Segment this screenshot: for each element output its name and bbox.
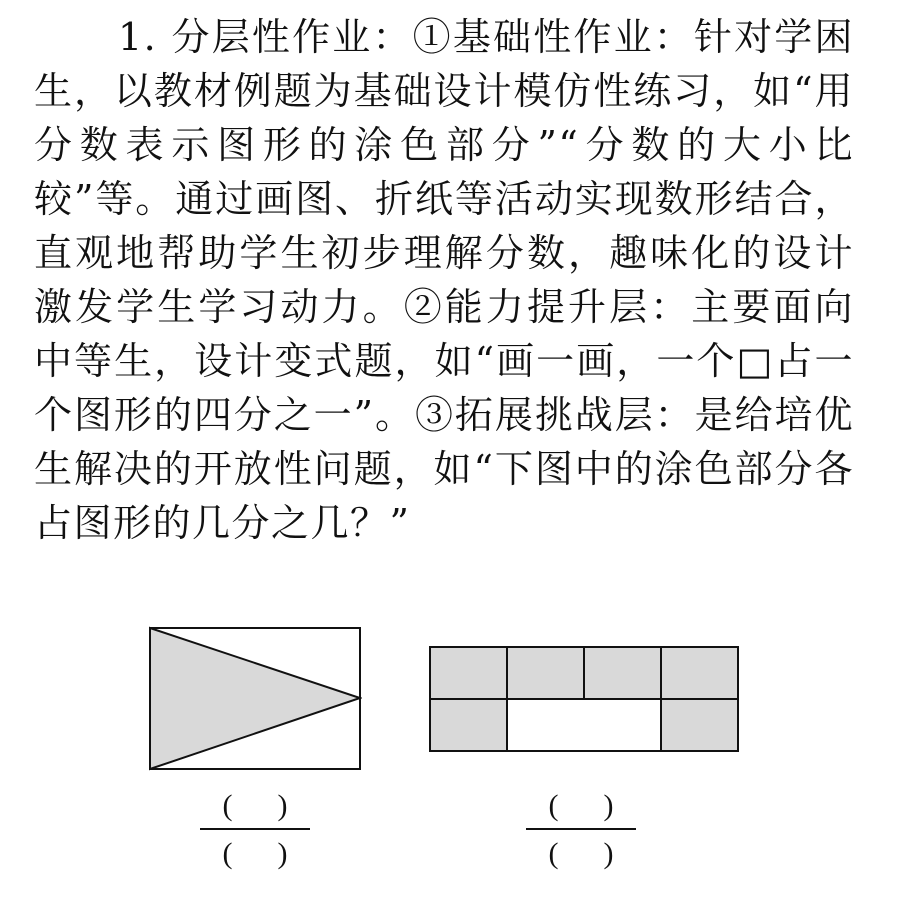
fraction-answer-1: [200, 788, 310, 872]
fraction-2-denominator[interactable]: ( ): [548, 837, 614, 870]
figure-triangle-in-rectangle: [148, 626, 362, 772]
grid-cell-top-1: [430, 647, 507, 699]
fraction-answer-2: [526, 788, 636, 872]
fraction-1-numerator[interactable]: ( ): [222, 789, 288, 822]
grid-cell-bottom-left: [430, 699, 507, 751]
grid-cell-bottom-right: [661, 699, 738, 751]
grid-cell-top-4: [661, 647, 738, 699]
fraction-1-bar: [200, 828, 310, 830]
paragraph-text: 1. 分层性作业：①基础性作业：针对学困生，以教材例题为基础设计模仿性练习，如“用分数表示图形的涂色部分”“分数的大小比较”等。通过画图、折纸等活动实现数形结合，直观地帮助学生初步理解分数，趣味化的设计激发学生学习动力。②能力提升层：主要面向中等生，设计变式题，如“画一画，一个□占一个图形的四分之一”。③拓展挑战层：是给培优生解决的开放性问题，如“下图中的涂色部分各占图形的几分之几？”: [34, 15, 854, 545]
grid-cell-bottom-middle: [507, 699, 661, 751]
assignment-paragraph: [34, 10, 854, 550]
fraction-1-denominator[interactable]: ( ): [222, 837, 288, 870]
fraction-2-bar: [526, 828, 636, 830]
grid-cell-top-3: [584, 647, 661, 699]
fraction-2-numerator[interactable]: ( ): [548, 789, 614, 822]
figure-shaded-grid: [428, 645, 742, 755]
grid-cell-top-2: [507, 647, 584, 699]
